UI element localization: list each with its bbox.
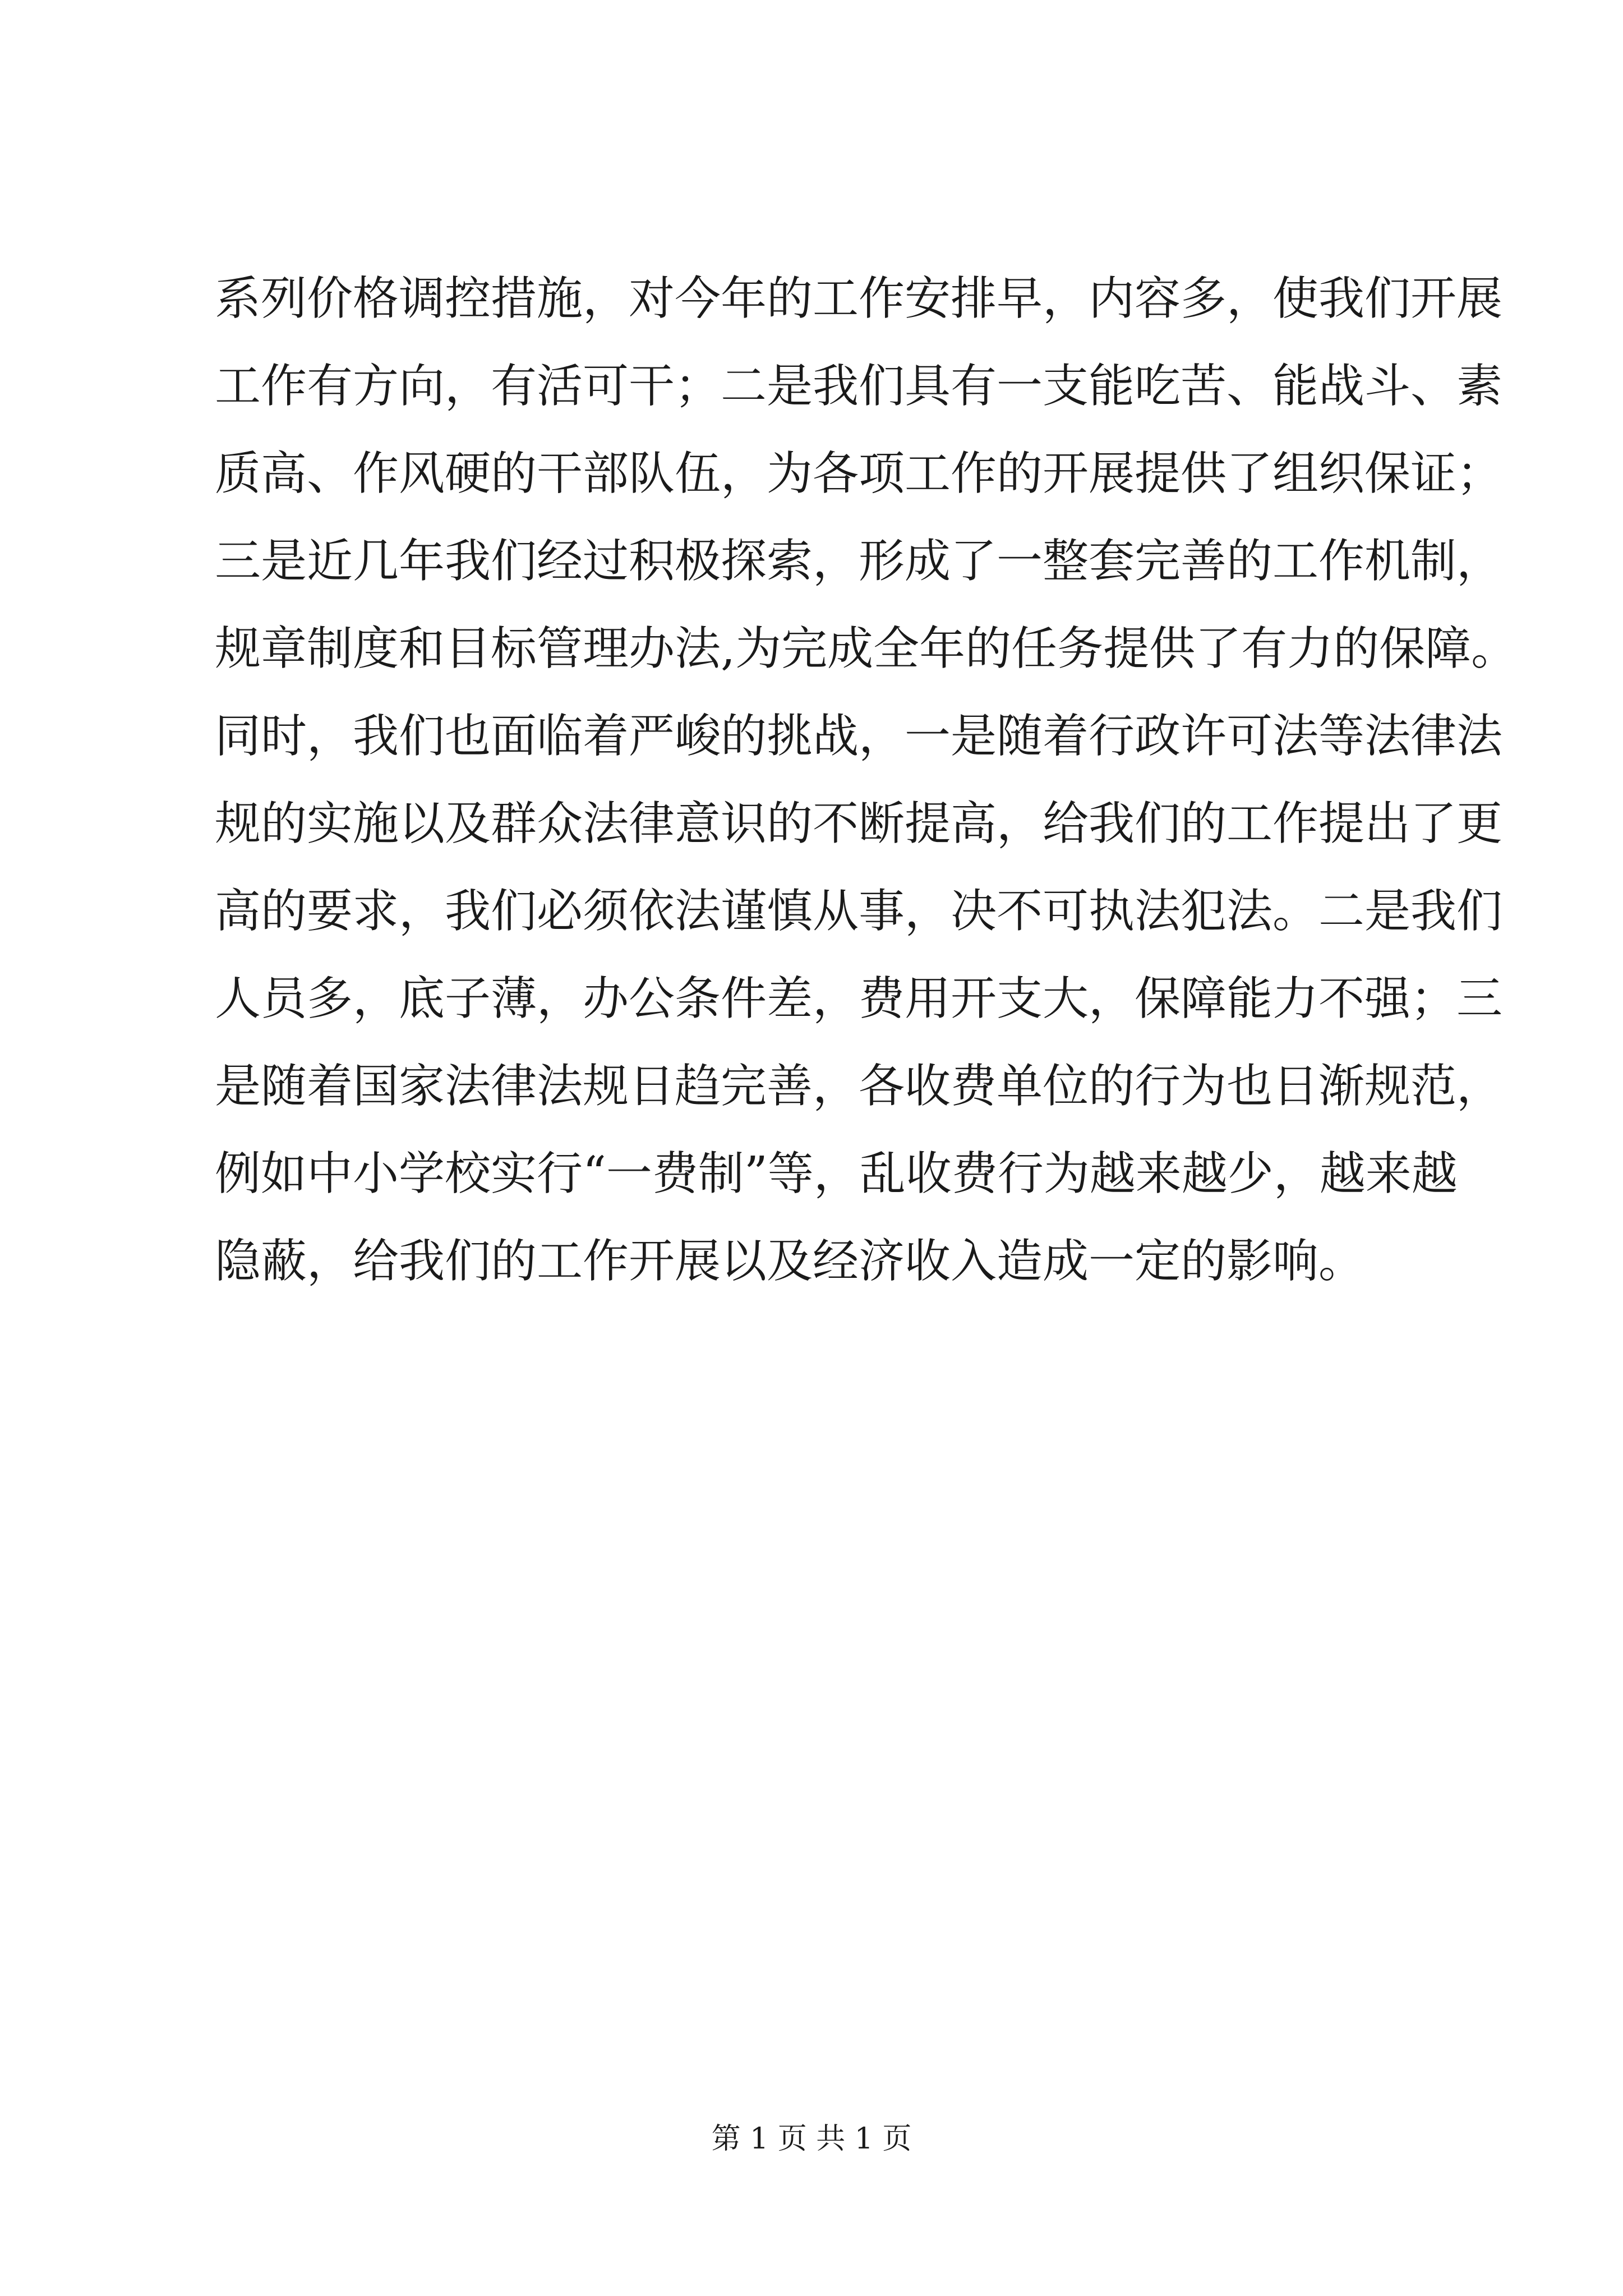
body-text — [215, 255, 1518, 1305]
body-line: 是随着国家法律法规日趋完善，各收费单位的行为也日渐规范， — [215, 1060, 1503, 1113]
body-line: 规的实施以及群众法律意识的不断提高，给我们的工作提出了更 — [215, 797, 1503, 850]
body-line: 三是近几年我们经过积极探索，形成了一整套完善的工作机制， — [215, 535, 1503, 588]
body-line: 质高、作风硬的干部队伍，为各项工作的开展提供了组织保证； — [215, 447, 1503, 500]
body-line: 同时，我们也面临着严峻的挑战，一是随着行政许可法等法律法 — [215, 710, 1503, 763]
body-line: 人员多，底子薄，办公条件差，费用开支大，保障能力不强；三 — [215, 972, 1503, 1025]
body-line: 规章制度和目标管理办法,为完成全年的任务提供了有力的保障。 — [215, 622, 1518, 675]
body-line: 隐蔽，给我们的工作开展以及经济收入造成一定的影响。 — [215, 1235, 1365, 1288]
body-line: 高的要求，我们必须依法谨慎从事，决不可执法犯法。二是我们 — [215, 885, 1503, 938]
page-number-footer: 第 1 页 共 1 页 — [711, 2122, 912, 2156]
body-line: 系列价格调控措施，对今年的工作安排早，内容多，使我们开展 — [215, 272, 1503, 325]
body-line: 例如中小学校实行“一费制”等，乱收费行为越来越少，越来越 — [215, 1147, 1458, 1200]
body-line: 工作有方向，有活可干；二是我们具有一支能吃苦、能战斗、素 — [215, 360, 1503, 413]
